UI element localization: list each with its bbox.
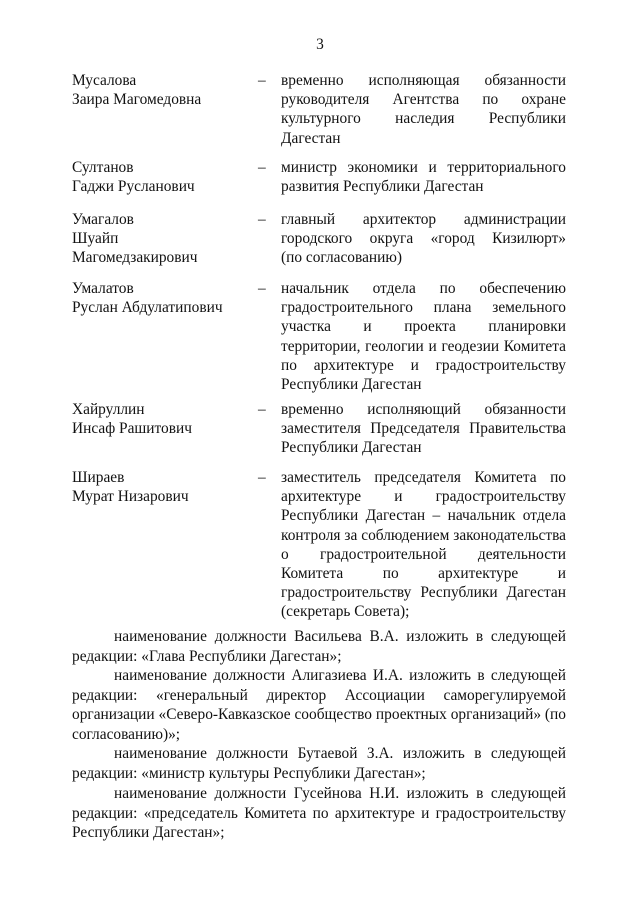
role-line: Республики Дагестан bbox=[281, 376, 422, 394]
role-line: городского округа «город Кизилюрт» bbox=[281, 230, 566, 248]
name-line: Инсаф Рашитович bbox=[72, 420, 192, 438]
page-number: 3 bbox=[316, 36, 324, 53]
role-line: министр экономики и территориального bbox=[281, 159, 566, 176]
role-line: временно исполняющая обязанности bbox=[281, 72, 566, 89]
member-role bbox=[281, 279, 566, 394]
role-line: развития Республики Дагестан bbox=[281, 178, 484, 196]
paragraph-line: наименование должности Гусейнова Н.И. изложить в следующей bbox=[114, 785, 566, 802]
dash: – bbox=[258, 280, 266, 297]
name-line: Султанов bbox=[72, 159, 134, 176]
paragraph-line: редакции: «председатель Комитета по архитектуре и градостроительству bbox=[72, 804, 566, 822]
role-line: начальник отдела по обеспечению bbox=[281, 280, 566, 297]
amendment-paragraph bbox=[72, 744, 566, 783]
role-line: Комитета по архитектуре и bbox=[281, 565, 566, 583]
dash: – bbox=[258, 469, 266, 486]
member-name bbox=[72, 71, 252, 109]
role-line: заместителя Председателя Правительства bbox=[281, 420, 566, 438]
member-role bbox=[281, 210, 566, 268]
role-line: Республики Дагестан – начальник отдела bbox=[281, 507, 566, 525]
name-line: Хайруллин bbox=[72, 401, 145, 418]
member-name bbox=[72, 468, 252, 506]
name-line: Мурат Низарович bbox=[72, 488, 189, 506]
name-line: Мусалова bbox=[72, 72, 137, 89]
member-role bbox=[281, 468, 566, 622]
name-line: Шуайп bbox=[72, 230, 119, 248]
paragraph-line: редакции: «генеральный директор Ассоциации саморегулируемой bbox=[72, 686, 566, 704]
role-line: градостроительного плана земельного bbox=[281, 299, 566, 317]
role-line: контроля за соблюдением законодательства bbox=[281, 526, 566, 544]
role-line: о градостроительной деятельности bbox=[281, 545, 566, 563]
paragraph-line: согласованию)»; bbox=[72, 725, 181, 743]
name-line: Магомедзакирович bbox=[72, 249, 198, 267]
dash: – bbox=[258, 72, 266, 89]
dash: – bbox=[258, 401, 266, 418]
name-line: Гаджи Русланович bbox=[72, 178, 195, 196]
role-line: архитектуре и градостроительству bbox=[281, 488, 566, 506]
member-role bbox=[281, 71, 566, 148]
role-line: территории, геологии и геодезии Комитета bbox=[281, 337, 566, 355]
role-line: Дагестан bbox=[281, 129, 341, 147]
amendment-paragraph bbox=[72, 784, 566, 843]
member-role bbox=[281, 400, 566, 458]
role-line: главный архитектор администрации bbox=[281, 211, 566, 228]
role-line: Республики Дагестан bbox=[281, 439, 422, 457]
member-name bbox=[72, 400, 252, 438]
role-line: участка и проекта планировки bbox=[281, 318, 566, 336]
member-name bbox=[72, 158, 252, 196]
name-line: Руслан Абдулатипович bbox=[72, 299, 223, 317]
paragraph-line: редакции: «Глава Республики Дагестан»; bbox=[72, 647, 342, 665]
paragraph-line: организации «Северо-Кавказское сообщество проектных организаций» (по bbox=[72, 706, 566, 724]
name-line: Заира Магомедовна bbox=[72, 91, 202, 109]
role-line: (по согласованию) bbox=[281, 249, 402, 267]
amendment-paragraph bbox=[72, 627, 566, 666]
paragraph-line: редакции: «министр культуры Республики Дагестан»; bbox=[72, 764, 426, 782]
role-line: культурного наследия Республики bbox=[281, 110, 566, 128]
role-line: градостроительству Республики Дагестан bbox=[281, 584, 566, 602]
member-name bbox=[72, 210, 252, 268]
role-line: по архитектуре и градостроительству bbox=[281, 356, 566, 374]
role-line: руководителя Агентства по охране bbox=[281, 91, 566, 109]
paragraph-line: Республики Дагестан»; bbox=[72, 824, 225, 842]
name-line: Умагалов bbox=[72, 211, 134, 228]
paragraph-line: наименование должности Алигазиева И.А. изложить в следующей bbox=[114, 667, 566, 684]
role-line: временно исполняющий обязанности bbox=[281, 401, 566, 418]
dash: – bbox=[258, 159, 266, 176]
member-name bbox=[72, 279, 252, 317]
paragraph-line: наименование должности Бутаевой З.А. изложить в следующей bbox=[114, 745, 566, 762]
member-role bbox=[281, 158, 566, 196]
name-line: Умалатов bbox=[72, 280, 134, 297]
name-line: Шираев bbox=[72, 469, 125, 486]
role-line: заместитель председателя Комитета по bbox=[281, 469, 566, 486]
role-line: (секретарь Совета); bbox=[281, 603, 410, 621]
amendment-paragraph bbox=[72, 666, 566, 744]
paragraph-line: наименование должности Васильева В.А. изложить в следующей bbox=[114, 628, 566, 645]
dash: – bbox=[258, 211, 266, 228]
